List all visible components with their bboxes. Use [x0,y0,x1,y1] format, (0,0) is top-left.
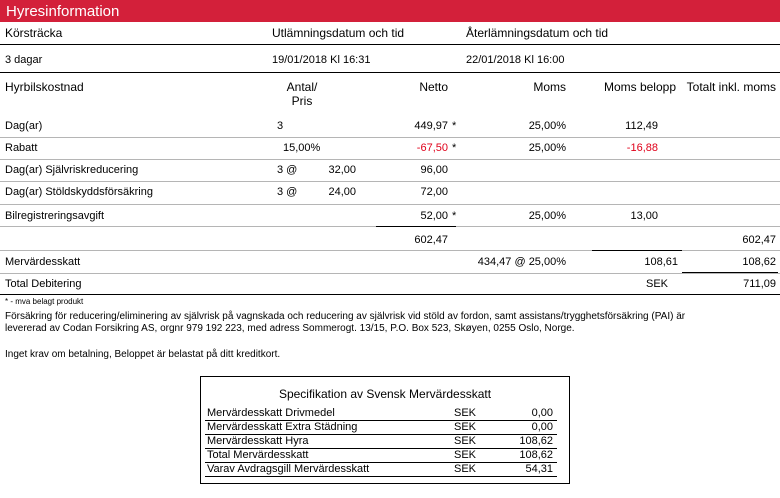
vat-spec-currency: SEK [454,435,477,447]
vat-spec-label: Total Mervärdesskatt [207,449,309,461]
divider [0,159,780,160]
total-row-label: Total Debitering [5,278,82,290]
row-star: * [452,210,457,222]
insurance-note-1: Försäkring för reducering/eliminering av självrisk på vagnskada och reducering av självrisk vid stöld av fordon, samt assistans/trygghetsförsäkring (PAI) är [5,311,686,322]
row-price: 32,00 [328,164,356,176]
vat-row-base: 434,47 @ 25,00% [477,256,566,268]
row-qty: 3 @ [277,164,298,176]
total-row-currency: SEK [646,278,669,290]
divider [0,72,780,73]
row-item: Bilregistreringsavgift [5,210,105,222]
divider [0,294,780,295]
vat-row-amount: 108,61 [644,256,678,268]
divider [0,137,780,138]
vat-spec-currency: SEK [454,421,477,433]
row-qty: 3 @ [277,186,298,198]
row-star: * [452,142,457,154]
vat-spec-row [201,463,569,477]
divider [0,44,780,45]
total-rule [682,272,778,273]
insurance-note-2: levererad av Codan Forsikring AS, orgnr 979 192 223, med adress Sommerogt. 13/15, P.O. Box 523, Skøyen, 0255 Oslo, Norge. [5,323,575,334]
row-item: Dag(ar) Självriskreducering [5,164,139,176]
vat-spec-row [201,449,569,463]
row-item: Dag(ar) [5,120,43,132]
total-row-value: 711,09 [743,278,776,290]
row-vat: 25,00% [528,120,566,132]
vat-spec-currency: SEK [454,463,477,475]
vat-spec-value: 0,00 [531,421,553,433]
vat-spec-value: 108,62 [519,449,553,461]
vat-row-total: 108,62 [742,256,776,268]
divider [0,204,780,205]
row-star: * [452,120,457,132]
vat-spec-currency: SEK [454,449,477,461]
header-vat-amount: Moms belopp [603,80,676,94]
vat-spec-label: Varav Avdragsgill Mervärdesskatt [207,463,370,475]
row-net: -67,50 [416,142,448,154]
row-vat-amount: 13,00 [630,210,658,222]
row-qty: 15,00% [283,142,321,154]
row-vat-amount: 112,49 [625,120,658,132]
row-item: Rabatt [5,142,38,154]
divider [0,273,780,274]
row-net: 52,00 [420,210,448,222]
header-net: Netto [419,80,448,94]
divider [0,181,780,182]
vat-spec-label: Mervärdesskatt Extra Städning [207,421,358,433]
col-return-label: Återlämningsdatum och tid [466,26,609,40]
distance-value: 3 dagar [5,54,43,66]
subtotal-rule [376,226,456,227]
row-price: 24,00 [328,186,356,198]
header-vat: Moms [533,80,566,94]
row-vat-amount: -16,88 [626,142,658,154]
row-qty: 3 [277,120,284,132]
page-title: Hyresinformation [6,3,120,20]
vat-spec-row [201,407,569,421]
vat-amount-rule [592,250,682,251]
col-pickup-label: Utlämningsdatum och tid [272,26,405,40]
header-bar [0,0,780,22]
footnote: * - mva belagt produkt [5,297,84,306]
vat-spec-currency: SEK [454,407,477,419]
vat-spec-label: Mervärdesskatt Drivmedel [207,407,335,419]
vat-spec-value: 0,00 [531,407,553,419]
vat-spec-value: 108,62 [519,435,553,447]
divider [205,476,557,477]
row-net: 96,00 [420,164,448,176]
header-item: Hyrbilskostnad [5,80,84,94]
row-vat: 25,00% [528,210,566,222]
row-net: 449,97 [414,120,448,132]
row-vat: 25,00% [528,142,566,154]
vat-spec-label: Mervärdesskatt Hyra [207,435,309,447]
row-item: Dag(ar) Stöldskyddsförsäkring [5,186,153,198]
vat-spec-row [201,421,569,435]
pickup-value: 19/01/2018 Kl 16:31 [272,54,371,66]
row-net: 72,00 [420,186,448,198]
vat-row-label: Mervärdesskatt [5,256,81,268]
subtotal-net: 602,47 [414,234,448,246]
header-qty-2: Pris [291,94,313,108]
header-qty-1: Antal/ [286,80,318,94]
return-value: 22/01/2018 Kl 16:00 [466,54,565,66]
header-total: Totalt inkl. moms [686,80,776,94]
vat-spec-value: 54,31 [525,463,553,475]
payment-note: Inget krav om betalning, Beloppet är belastat på ditt kreditkort. [5,349,281,360]
subtotal-total: 602,47 [742,234,776,246]
vat-spec-title: Specifikation av Svensk Mervärdesskatt [278,387,492,401]
vat-spec-box [200,376,570,484]
col-distance-label: Körsträcka [5,26,63,40]
vat-spec-row [201,435,569,449]
